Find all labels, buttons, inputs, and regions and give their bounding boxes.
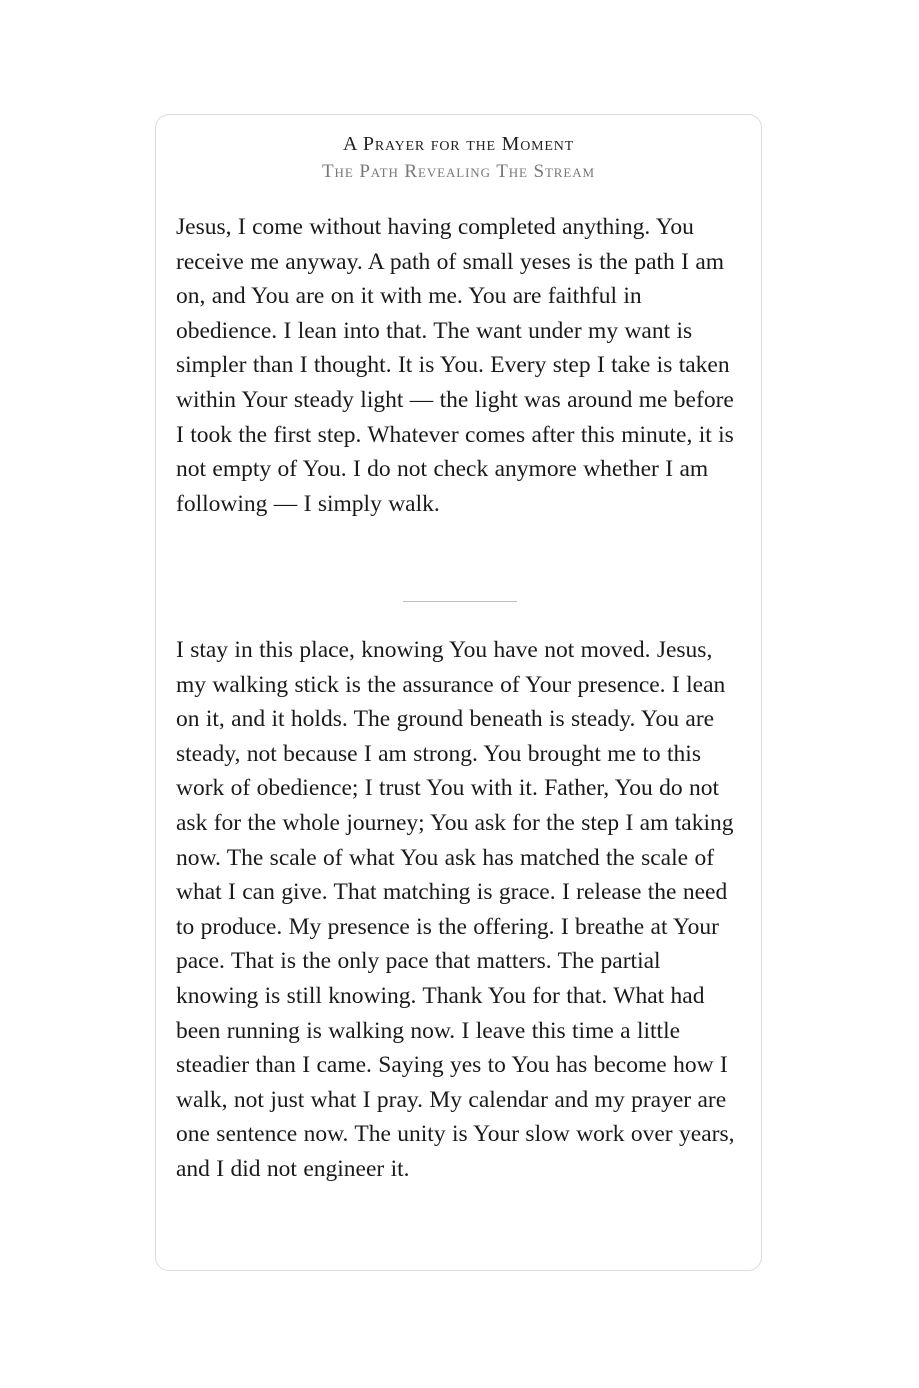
prayer-paragraph-2: I stay in this place, knowing You have not moved. Jesus, my walking stick is the assurance of Your presence. I lean on it, and it holds. The ground beneath is steady. You are steady, not because I am strong. You brought me to this work of obedience; I trust You with it. Father, You do not ask for the whole journey; You ask for the step I am taking now. The scale of what You ask has matched the scale of what I can give. That matching is grace. I release the need to produce. My presence is the offering. I breathe at Your pace. That is the only pace that matters. The partial knowing is still knowing. Thank You for that. What had been running is walking now. I leave this time a little steadier than I came. Saying yes to You has become how I walk, not just what I pray. My calendar and my prayer are one sentence now. The unity is Your slow work over years, and I did not engineer it. (176, 637, 735, 1182)
prayer-card (155, 114, 762, 1271)
prayer-paragraph-1: Jesus, I come without having completed anything. You receive me anyway. A path of small yeses is the path I am on, and You are on it with me. You are faithful in obedience. I lean into that. The want under my want is simpler than I thought. It is You. Every step I take is taken within Your steady light — the light was around me before I took the first step. Whatever comes after this minute, it is not empty of You. I do not check anymore whether I am following — I simply walk. (176, 214, 734, 517)
section-divider (403, 601, 517, 602)
prayer-title: A Prayer for the Moment (342, 133, 575, 155)
prayer-subtitle: The Path Revealing The Stream (322, 161, 595, 182)
